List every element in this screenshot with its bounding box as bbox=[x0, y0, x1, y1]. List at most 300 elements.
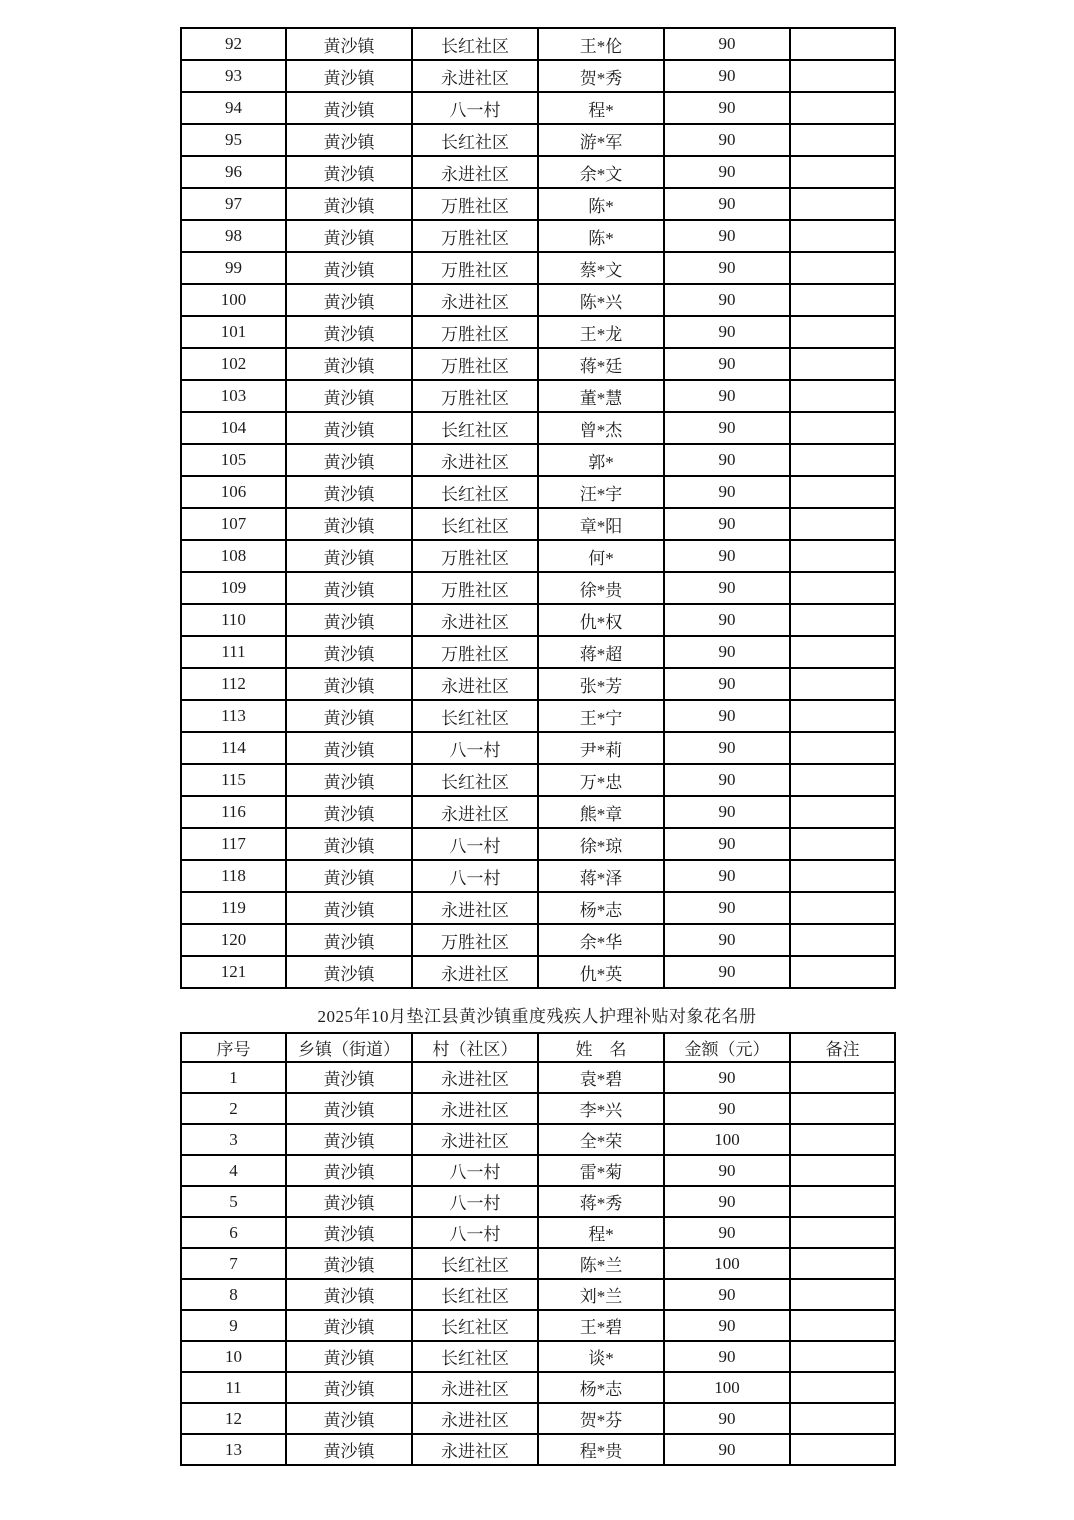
table-row bbox=[181, 828, 895, 860]
cell-remark bbox=[790, 1248, 895, 1279]
cell-town: 黄沙镇 bbox=[286, 764, 412, 796]
column-header-name: 姓 名 bbox=[538, 1033, 664, 1062]
cell-town: 黄沙镇 bbox=[286, 1279, 412, 1310]
roster-table bbox=[180, 1032, 896, 1466]
cell-village: 长红社区 bbox=[412, 1279, 538, 1310]
cell-village: 永进社区 bbox=[412, 1062, 538, 1093]
cell-remark bbox=[790, 348, 895, 380]
table-row bbox=[181, 1155, 895, 1186]
cell-town: 黄沙镇 bbox=[286, 380, 412, 412]
cell-town: 黄沙镇 bbox=[286, 60, 412, 92]
cell-remark bbox=[790, 956, 895, 988]
cell-seq: 119 bbox=[181, 892, 286, 924]
table-row bbox=[181, 700, 895, 732]
cell-seq: 3 bbox=[181, 1124, 286, 1155]
table-row bbox=[181, 508, 895, 540]
cell-remark bbox=[790, 732, 895, 764]
cell-amount: 90 bbox=[664, 1217, 790, 1248]
cell-village: 八一村 bbox=[412, 732, 538, 764]
cell-town: 黄沙镇 bbox=[286, 284, 412, 316]
cell-seq: 108 bbox=[181, 540, 286, 572]
cell-seq: 93 bbox=[181, 60, 286, 92]
cell-amount: 90 bbox=[664, 476, 790, 508]
cell-seq: 101 bbox=[181, 316, 286, 348]
table-row bbox=[181, 60, 895, 92]
cell-name: 尹*莉 bbox=[538, 732, 664, 764]
table-row bbox=[181, 156, 895, 188]
cell-seq: 9 bbox=[181, 1310, 286, 1341]
cell-seq: 96 bbox=[181, 156, 286, 188]
column-header-seq: 序号 bbox=[181, 1033, 286, 1062]
cell-name: 杨*志 bbox=[538, 892, 664, 924]
cell-amount: 90 bbox=[664, 444, 790, 476]
table-row bbox=[181, 444, 895, 476]
cell-seq: 121 bbox=[181, 956, 286, 988]
cell-amount: 90 bbox=[664, 348, 790, 380]
cell-name: 万*忠 bbox=[538, 764, 664, 796]
cell-town: 黄沙镇 bbox=[286, 572, 412, 604]
cell-seq: 114 bbox=[181, 732, 286, 764]
cell-remark bbox=[790, 92, 895, 124]
table-row bbox=[181, 412, 895, 444]
cell-seq: 120 bbox=[181, 924, 286, 956]
cell-name: 贺*秀 bbox=[538, 60, 664, 92]
cell-remark bbox=[790, 220, 895, 252]
cell-town: 黄沙镇 bbox=[286, 252, 412, 284]
cell-amount: 100 bbox=[664, 1248, 790, 1279]
cell-town: 黄沙镇 bbox=[286, 732, 412, 764]
table-row bbox=[181, 892, 895, 924]
table-row bbox=[181, 220, 895, 252]
cell-name: 蒋*超 bbox=[538, 636, 664, 668]
cell-seq: 111 bbox=[181, 636, 286, 668]
table-row bbox=[181, 1248, 895, 1279]
cell-town: 黄沙镇 bbox=[286, 668, 412, 700]
cell-remark bbox=[790, 124, 895, 156]
cell-village: 长红社区 bbox=[412, 764, 538, 796]
cell-name: 杨*志 bbox=[538, 1372, 664, 1403]
cell-name: 郭* bbox=[538, 444, 664, 476]
cell-town: 黄沙镇 bbox=[286, 316, 412, 348]
cell-village: 永进社区 bbox=[412, 1093, 538, 1124]
cell-remark bbox=[790, 1124, 895, 1155]
header-row bbox=[181, 1033, 895, 1062]
table-row bbox=[181, 188, 895, 220]
table-row bbox=[181, 796, 895, 828]
column-header-remark: 备注 bbox=[790, 1033, 895, 1062]
table-row bbox=[181, 380, 895, 412]
cell-name: 程*贵 bbox=[538, 1434, 664, 1465]
cell-remark bbox=[790, 636, 895, 668]
cell-seq: 117 bbox=[181, 828, 286, 860]
cell-village: 永进社区 bbox=[412, 444, 538, 476]
cell-remark bbox=[790, 476, 895, 508]
cell-village: 八一村 bbox=[412, 1217, 538, 1248]
cell-seq: 5 bbox=[181, 1186, 286, 1217]
cell-amount: 90 bbox=[664, 892, 790, 924]
table-row bbox=[181, 1403, 895, 1434]
cell-name: 徐*贵 bbox=[538, 572, 664, 604]
cell-name: 余*华 bbox=[538, 924, 664, 956]
cell-seq: 118 bbox=[181, 860, 286, 892]
cell-remark bbox=[790, 316, 895, 348]
cell-remark bbox=[790, 924, 895, 956]
cell-seq: 11 bbox=[181, 1372, 286, 1403]
cell-village: 永进社区 bbox=[412, 668, 538, 700]
cell-amount: 90 bbox=[664, 540, 790, 572]
cell-amount: 90 bbox=[664, 1093, 790, 1124]
cell-town: 黄沙镇 bbox=[286, 1124, 412, 1155]
table-row bbox=[181, 28, 895, 60]
cell-name: 雷*菊 bbox=[538, 1155, 664, 1186]
cell-amount: 90 bbox=[664, 700, 790, 732]
cell-remark bbox=[790, 1155, 895, 1186]
cell-seq: 107 bbox=[181, 508, 286, 540]
table-row bbox=[181, 1186, 895, 1217]
cell-remark bbox=[790, 28, 895, 60]
cell-amount: 90 bbox=[664, 220, 790, 252]
cell-name: 何* bbox=[538, 540, 664, 572]
cell-village: 永进社区 bbox=[412, 604, 538, 636]
cell-name: 程* bbox=[538, 1217, 664, 1248]
cell-town: 黄沙镇 bbox=[286, 124, 412, 156]
cell-amount: 90 bbox=[664, 732, 790, 764]
table-row bbox=[181, 1279, 895, 1310]
cell-town: 黄沙镇 bbox=[286, 540, 412, 572]
cell-seq: 103 bbox=[181, 380, 286, 412]
cell-name: 游*军 bbox=[538, 124, 664, 156]
table-row bbox=[181, 732, 895, 764]
cell-town: 黄沙镇 bbox=[286, 188, 412, 220]
cell-seq: 12 bbox=[181, 1403, 286, 1434]
cell-name: 熊*章 bbox=[538, 796, 664, 828]
cell-town: 黄沙镇 bbox=[286, 1434, 412, 1465]
cell-remark bbox=[790, 700, 895, 732]
table-row bbox=[181, 1434, 895, 1465]
cell-village: 永进社区 bbox=[412, 284, 538, 316]
cell-amount: 90 bbox=[664, 668, 790, 700]
cell-village: 永进社区 bbox=[412, 796, 538, 828]
cell-seq: 110 bbox=[181, 604, 286, 636]
cell-village: 万胜社区 bbox=[412, 380, 538, 412]
cell-name: 仇*英 bbox=[538, 956, 664, 988]
cell-remark bbox=[790, 828, 895, 860]
cell-village: 长红社区 bbox=[412, 1248, 538, 1279]
cell-remark bbox=[790, 444, 895, 476]
cell-village: 八一村 bbox=[412, 92, 538, 124]
cell-name: 贺*芬 bbox=[538, 1403, 664, 1434]
cell-village: 长红社区 bbox=[412, 412, 538, 444]
cell-remark bbox=[790, 764, 895, 796]
cell-village: 万胜社区 bbox=[412, 572, 538, 604]
cell-town: 黄沙镇 bbox=[286, 828, 412, 860]
table-row bbox=[181, 1124, 895, 1155]
cell-remark bbox=[790, 412, 895, 444]
cell-village: 万胜社区 bbox=[412, 316, 538, 348]
cell-village: 长红社区 bbox=[412, 1310, 538, 1341]
cell-remark bbox=[790, 1186, 895, 1217]
cell-seq: 113 bbox=[181, 700, 286, 732]
cell-remark bbox=[790, 252, 895, 284]
cell-seq: 102 bbox=[181, 348, 286, 380]
cell-name: 汪*宇 bbox=[538, 476, 664, 508]
table-row bbox=[181, 284, 895, 316]
cell-village: 长红社区 bbox=[412, 1341, 538, 1372]
cell-amount: 90 bbox=[664, 92, 790, 124]
cell-town: 黄沙镇 bbox=[286, 700, 412, 732]
cell-seq: 94 bbox=[181, 92, 286, 124]
table-row bbox=[181, 1310, 895, 1341]
cell-town: 黄沙镇 bbox=[286, 796, 412, 828]
table-row bbox=[181, 1093, 895, 1124]
cell-village: 永进社区 bbox=[412, 1124, 538, 1155]
cell-name: 程* bbox=[538, 92, 664, 124]
cell-seq: 10 bbox=[181, 1341, 286, 1372]
cell-amount: 90 bbox=[664, 956, 790, 988]
cell-village: 永进社区 bbox=[412, 1372, 538, 1403]
cell-remark bbox=[790, 1403, 895, 1434]
cell-seq: 104 bbox=[181, 412, 286, 444]
cell-remark bbox=[790, 1341, 895, 1372]
cell-name: 全*荣 bbox=[538, 1124, 664, 1155]
cell-seq: 6 bbox=[181, 1217, 286, 1248]
cell-name: 章*阳 bbox=[538, 508, 664, 540]
cell-town: 黄沙镇 bbox=[286, 444, 412, 476]
cell-village: 永进社区 bbox=[412, 956, 538, 988]
cell-remark bbox=[790, 1279, 895, 1310]
cell-village: 长红社区 bbox=[412, 28, 538, 60]
cell-town: 黄沙镇 bbox=[286, 1310, 412, 1341]
cell-amount: 90 bbox=[664, 1310, 790, 1341]
cell-name: 余*文 bbox=[538, 156, 664, 188]
cell-amount: 100 bbox=[664, 1124, 790, 1155]
cell-town: 黄沙镇 bbox=[286, 1155, 412, 1186]
cell-seq: 1 bbox=[181, 1062, 286, 1093]
cell-seq: 109 bbox=[181, 572, 286, 604]
cell-name: 王*伦 bbox=[538, 28, 664, 60]
cell-amount: 90 bbox=[664, 764, 790, 796]
cell-seq: 97 bbox=[181, 188, 286, 220]
cell-town: 黄沙镇 bbox=[286, 1062, 412, 1093]
cell-remark bbox=[790, 156, 895, 188]
cell-town: 黄沙镇 bbox=[286, 220, 412, 252]
cell-town: 黄沙镇 bbox=[286, 1217, 412, 1248]
cell-town: 黄沙镇 bbox=[286, 1341, 412, 1372]
cell-amount: 90 bbox=[664, 252, 790, 284]
cell-town: 黄沙镇 bbox=[286, 1093, 412, 1124]
cell-name: 陈*兴 bbox=[538, 284, 664, 316]
roster-table-body bbox=[181, 1062, 895, 1465]
cell-village: 永进社区 bbox=[412, 892, 538, 924]
cell-village: 万胜社区 bbox=[412, 348, 538, 380]
cell-town: 黄沙镇 bbox=[286, 348, 412, 380]
cell-town: 黄沙镇 bbox=[286, 156, 412, 188]
cell-village: 万胜社区 bbox=[412, 540, 538, 572]
cell-village: 永进社区 bbox=[412, 1434, 538, 1465]
cell-village: 八一村 bbox=[412, 828, 538, 860]
cell-name: 董*慧 bbox=[538, 380, 664, 412]
cell-remark bbox=[790, 284, 895, 316]
cell-seq: 112 bbox=[181, 668, 286, 700]
table-row bbox=[181, 252, 895, 284]
cell-amount: 90 bbox=[664, 604, 790, 636]
cell-village: 长红社区 bbox=[412, 476, 538, 508]
table-row bbox=[181, 316, 895, 348]
cell-amount: 90 bbox=[664, 572, 790, 604]
table-row bbox=[181, 1372, 895, 1403]
cell-seq: 95 bbox=[181, 124, 286, 156]
cell-town: 黄沙镇 bbox=[286, 1248, 412, 1279]
cell-town: 黄沙镇 bbox=[286, 28, 412, 60]
cell-remark bbox=[790, 1062, 895, 1093]
cell-amount: 90 bbox=[664, 1279, 790, 1310]
cell-village: 万胜社区 bbox=[412, 188, 538, 220]
cell-name: 袁*碧 bbox=[538, 1062, 664, 1093]
cell-amount: 90 bbox=[664, 508, 790, 540]
cell-amount: 90 bbox=[664, 924, 790, 956]
cell-town: 黄沙镇 bbox=[286, 924, 412, 956]
cell-name: 李*兴 bbox=[538, 1093, 664, 1124]
cell-amount: 90 bbox=[664, 860, 790, 892]
cell-amount: 90 bbox=[664, 188, 790, 220]
cell-name: 刘*兰 bbox=[538, 1279, 664, 1310]
cell-town: 黄沙镇 bbox=[286, 956, 412, 988]
cell-remark bbox=[790, 1310, 895, 1341]
column-header-amount: 金额（元） bbox=[664, 1033, 790, 1062]
table-row bbox=[181, 668, 895, 700]
cell-village: 八一村 bbox=[412, 1186, 538, 1217]
cell-town: 黄沙镇 bbox=[286, 604, 412, 636]
cell-village: 长红社区 bbox=[412, 508, 538, 540]
table-row bbox=[181, 1062, 895, 1093]
roster-table-head bbox=[181, 1033, 895, 1062]
table-row bbox=[181, 764, 895, 796]
cell-amount: 90 bbox=[664, 316, 790, 348]
table-row bbox=[181, 92, 895, 124]
cell-town: 黄沙镇 bbox=[286, 508, 412, 540]
cell-village: 万胜社区 bbox=[412, 252, 538, 284]
cell-seq: 13 bbox=[181, 1434, 286, 1465]
table-row bbox=[181, 572, 895, 604]
cell-name: 蔡*文 bbox=[538, 252, 664, 284]
cell-remark bbox=[790, 668, 895, 700]
cell-amount: 90 bbox=[664, 284, 790, 316]
cell-village: 永进社区 bbox=[412, 60, 538, 92]
cell-name: 仇*权 bbox=[538, 604, 664, 636]
cell-remark bbox=[790, 1093, 895, 1124]
cell-amount: 90 bbox=[664, 380, 790, 412]
cell-amount: 90 bbox=[664, 1062, 790, 1093]
column-header-village: 村（社区） bbox=[412, 1033, 538, 1062]
cell-name: 蒋*泽 bbox=[538, 860, 664, 892]
cell-seq: 106 bbox=[181, 476, 286, 508]
cell-amount: 90 bbox=[664, 796, 790, 828]
cell-amount: 90 bbox=[664, 1403, 790, 1434]
cell-remark bbox=[790, 380, 895, 412]
cell-seq: 92 bbox=[181, 28, 286, 60]
cell-remark bbox=[790, 604, 895, 636]
cell-seq: 4 bbox=[181, 1155, 286, 1186]
page-title: 2025年10月垫江县黄沙镇重度残疾人护理补贴对象花名册 bbox=[317, 1007, 757, 1026]
table-row bbox=[181, 348, 895, 380]
cell-remark bbox=[790, 572, 895, 604]
table-row bbox=[181, 540, 895, 572]
cell-seq: 7 bbox=[181, 1248, 286, 1279]
cell-town: 黄沙镇 bbox=[286, 92, 412, 124]
cell-amount: 90 bbox=[664, 1341, 790, 1372]
cell-amount: 90 bbox=[664, 1186, 790, 1217]
cell-seq: 100 bbox=[181, 284, 286, 316]
table-row bbox=[181, 604, 895, 636]
cell-name: 王*宁 bbox=[538, 700, 664, 732]
cell-amount: 90 bbox=[664, 1434, 790, 1465]
cell-remark bbox=[790, 796, 895, 828]
table-row bbox=[181, 1341, 895, 1372]
cell-village: 永进社区 bbox=[412, 156, 538, 188]
cell-seq: 105 bbox=[181, 444, 286, 476]
cell-seq: 115 bbox=[181, 764, 286, 796]
roster-table-continued bbox=[180, 27, 896, 989]
cell-amount: 90 bbox=[664, 636, 790, 668]
cell-name: 陈*兰 bbox=[538, 1248, 664, 1279]
table-row bbox=[181, 476, 895, 508]
cell-town: 黄沙镇 bbox=[286, 476, 412, 508]
cell-seq: 99 bbox=[181, 252, 286, 284]
cell-amount: 90 bbox=[664, 60, 790, 92]
cell-remark bbox=[790, 540, 895, 572]
cell-town: 黄沙镇 bbox=[286, 892, 412, 924]
cell-amount: 90 bbox=[664, 412, 790, 444]
cell-remark bbox=[790, 892, 895, 924]
cell-amount: 90 bbox=[664, 1155, 790, 1186]
cell-name: 徐*琼 bbox=[538, 828, 664, 860]
cell-town: 黄沙镇 bbox=[286, 1372, 412, 1403]
table-row bbox=[181, 1217, 895, 1248]
cell-remark bbox=[790, 508, 895, 540]
cell-remark bbox=[790, 60, 895, 92]
cell-village: 长红社区 bbox=[412, 124, 538, 156]
cell-seq: 8 bbox=[181, 1279, 286, 1310]
cell-town: 黄沙镇 bbox=[286, 860, 412, 892]
cell-remark bbox=[790, 1217, 895, 1248]
column-header-town: 乡镇（街道） bbox=[286, 1033, 412, 1062]
cell-village: 长红社区 bbox=[412, 700, 538, 732]
cell-name: 陈* bbox=[538, 220, 664, 252]
cell-village: 永进社区 bbox=[412, 1403, 538, 1434]
table-row bbox=[181, 860, 895, 892]
cell-village: 万胜社区 bbox=[412, 636, 538, 668]
cell-town: 黄沙镇 bbox=[286, 412, 412, 444]
cell-village: 万胜社区 bbox=[412, 924, 538, 956]
cell-amount: 100 bbox=[664, 1372, 790, 1403]
cell-remark bbox=[790, 860, 895, 892]
cell-name: 蒋*秀 bbox=[538, 1186, 664, 1217]
cell-remark bbox=[790, 1372, 895, 1403]
cell-village: 万胜社区 bbox=[412, 220, 538, 252]
cell-amount: 90 bbox=[664, 124, 790, 156]
roster-table-continued-body bbox=[181, 28, 895, 988]
cell-village: 八一村 bbox=[412, 860, 538, 892]
cell-remark bbox=[790, 1434, 895, 1465]
table-row bbox=[181, 956, 895, 988]
cell-seq: 98 bbox=[181, 220, 286, 252]
cell-name: 谈* bbox=[538, 1341, 664, 1372]
table-row bbox=[181, 636, 895, 668]
cell-seq: 2 bbox=[181, 1093, 286, 1124]
cell-town: 黄沙镇 bbox=[286, 636, 412, 668]
cell-amount: 90 bbox=[664, 156, 790, 188]
cell-remark bbox=[790, 188, 895, 220]
